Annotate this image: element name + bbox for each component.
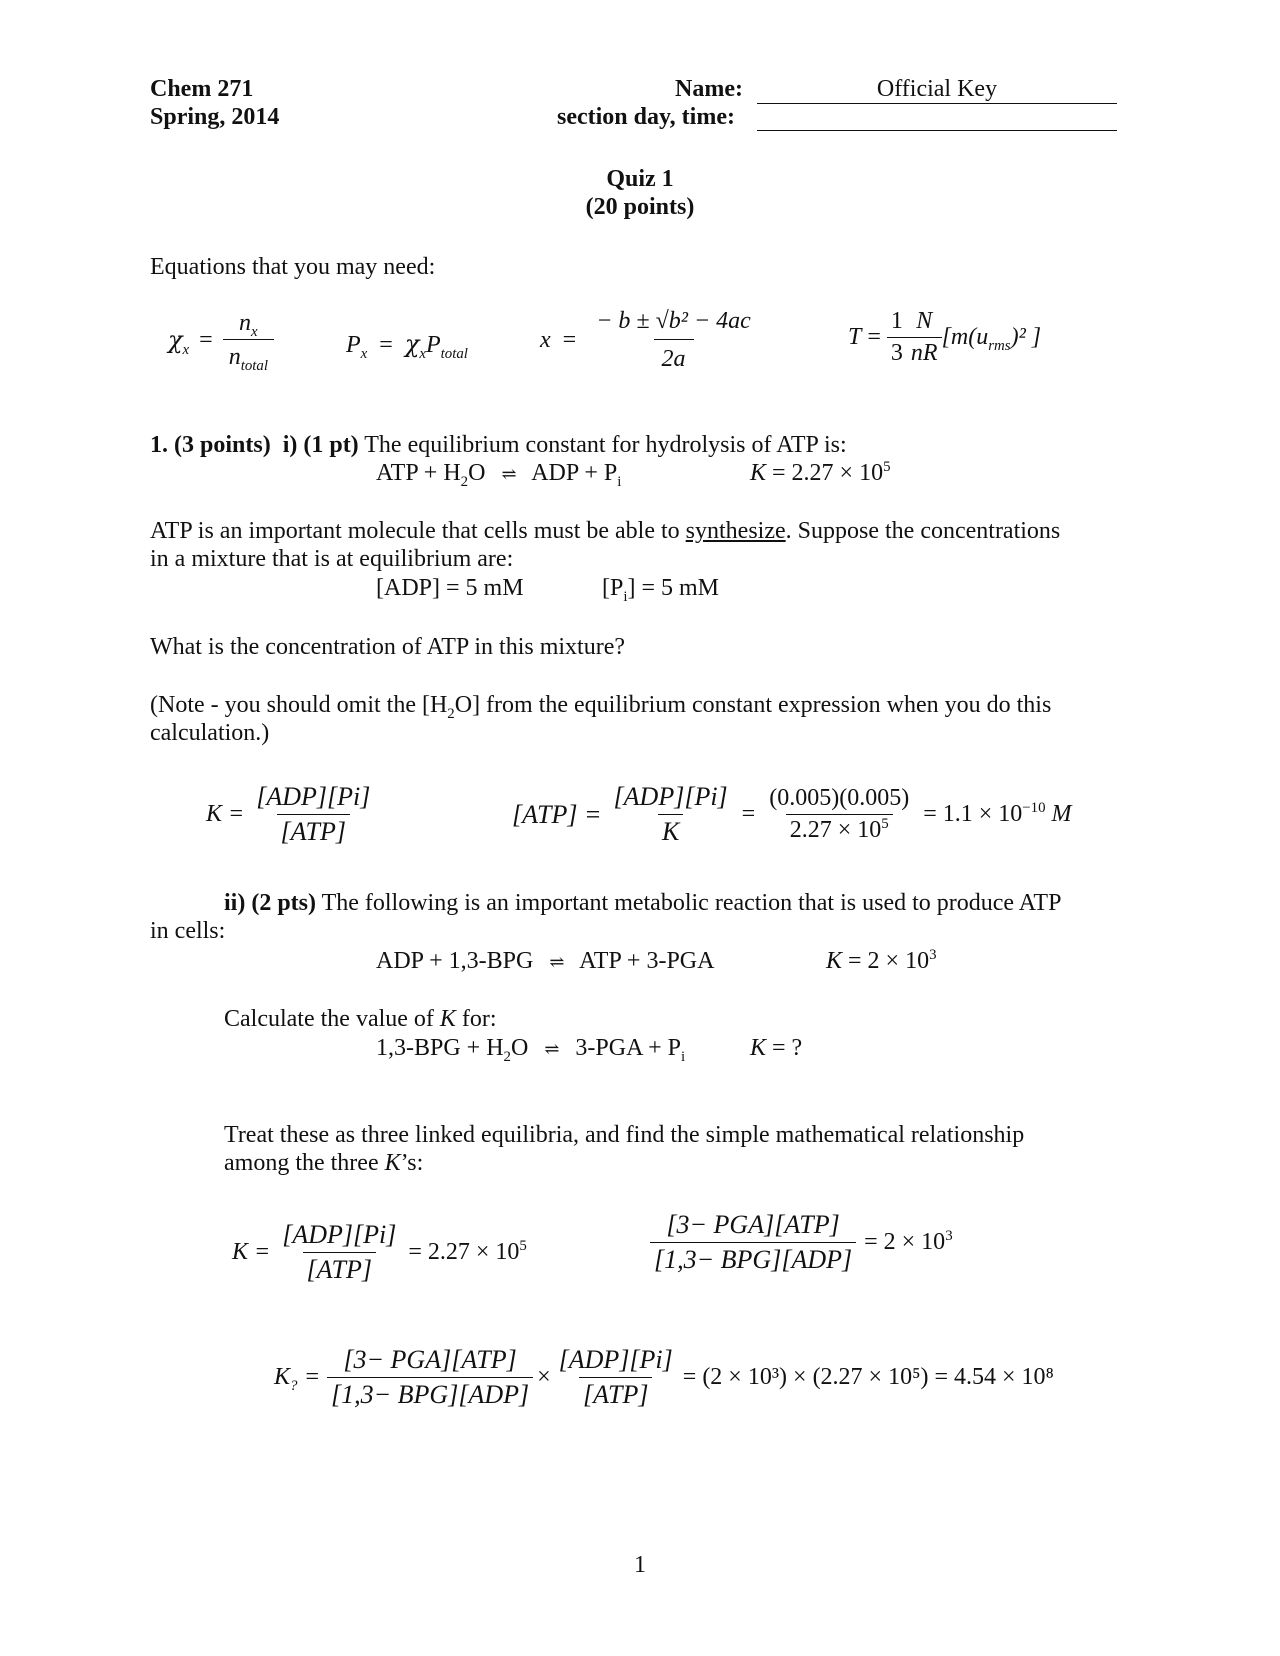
equations-intro: Equations that you may need: bbox=[150, 254, 436, 280]
paragraph-atp-line2: in a mixture that is at equilibrium are: bbox=[150, 546, 514, 572]
partial-pressure-equation: $P_x = \chi_xP_{total}$ bbox=[346, 330, 468, 362]
reaction-atp-hydrolysis: ATP + $H_2O$ ⇌ ADP + $P_i$ bbox=[376, 460, 622, 490]
mole-fraction-equation: $\chi_x$ = $n_x$ $n_{total}$ bbox=[168, 310, 274, 371]
name-value: Official Key bbox=[876, 76, 998, 102]
concentration-pi: $[P_i] = 5$ mM bbox=[602, 575, 720, 605]
treat-line2: among the three K’s: bbox=[224, 1150, 424, 1176]
section-label: section day, time: bbox=[557, 104, 735, 130]
solution-k1: K = [ADP][Pi] [ATP] = $2.27 \times 10^5$ bbox=[232, 1220, 527, 1284]
part-ii-line2: in cells: bbox=[150, 918, 226, 944]
solution-atp-calculation: [ATP] = [ADP][Pi] K = $\frac{(0.005)(0.005)}{2.27 \times 10^5}$ = $1.1 \times 10^{-10}$ M bbox=[512, 782, 1072, 846]
temperature-equation: T = $\frac{1}{3}$ N nR [$m(u_{rms})^2$ ] bbox=[848, 308, 1042, 366]
page-number: 1 bbox=[634, 1552, 646, 1578]
calc-instruction: Calculate the value of K for: bbox=[224, 1006, 497, 1032]
treat-line1: Treat these as three linked equilibria, and find the simple mathematical relationship bbox=[224, 1122, 1025, 1148]
name-field[interactable] bbox=[757, 76, 1117, 104]
solution-k2: [3− PGA][ATP] [1,3− BPG][ADP] = $2 \times 10^3$ bbox=[650, 1210, 953, 1275]
reaction-bpg: ADP + 1,3-BPG ⇌ ATP + 3-PGA bbox=[376, 948, 715, 974]
solution-k-expression: K = [ADP][Pi] [ATP] bbox=[206, 782, 371, 846]
concentration-adp: [ADP] = 5 mM bbox=[376, 575, 524, 601]
note-line2: calculation.) bbox=[150, 720, 270, 746]
term: Spring, 2014 bbox=[150, 104, 280, 130]
quiz-points: (20 points) bbox=[585, 194, 695, 220]
q1-intro: 1. (3 points) i) (1 pt) The equilibrium constant for hydrolysis of ATP is: bbox=[150, 432, 847, 458]
solution-k-unknown: $K_?$ = [3− PGA][ATP] [1,3− BPG][ADP] × [ADP][Pi] [ATP] = (2 × 10³) × (2.27 × 10⁵) = 4.54 × 10⁸ bbox=[274, 1345, 1054, 1409]
name-label: Name: bbox=[675, 76, 743, 102]
part-ii-line1: ii) (2 pts) The following is an important metabolic reaction that is used to produce ATP bbox=[224, 890, 1062, 916]
k-unknown: K = ? bbox=[750, 1035, 803, 1061]
course-title: Chem 271 bbox=[150, 76, 254, 102]
section-field[interactable] bbox=[757, 104, 1117, 131]
question-atp: What is the concentration of ATP in this mixture? bbox=[150, 634, 626, 660]
quiz-title: Quiz 1 bbox=[606, 166, 674, 192]
k-atp-hydrolysis: $K = 2.27 \times 10^5$ bbox=[750, 459, 891, 486]
note-line1: (Note - you should omit the $[H_2O]$ from the equilibrium constant expression when you do this bbox=[150, 692, 1052, 722]
paragraph-atp-line1: ATP is an important molecule that cells must be able to synthesize. Suppose the concentrations bbox=[150, 518, 1061, 544]
quadratic-equation: x = $\frac{\text{− b ± √b² − 4ac}}{2a}$ bbox=[540, 308, 751, 372]
k-bpg: $K = 2 \times 10^3$ bbox=[826, 947, 937, 974]
reaction-bpg-hydrolysis: $1,3-BPG + H_2O$ ⇌ $3-PGA + P_i$ bbox=[376, 1035, 686, 1065]
